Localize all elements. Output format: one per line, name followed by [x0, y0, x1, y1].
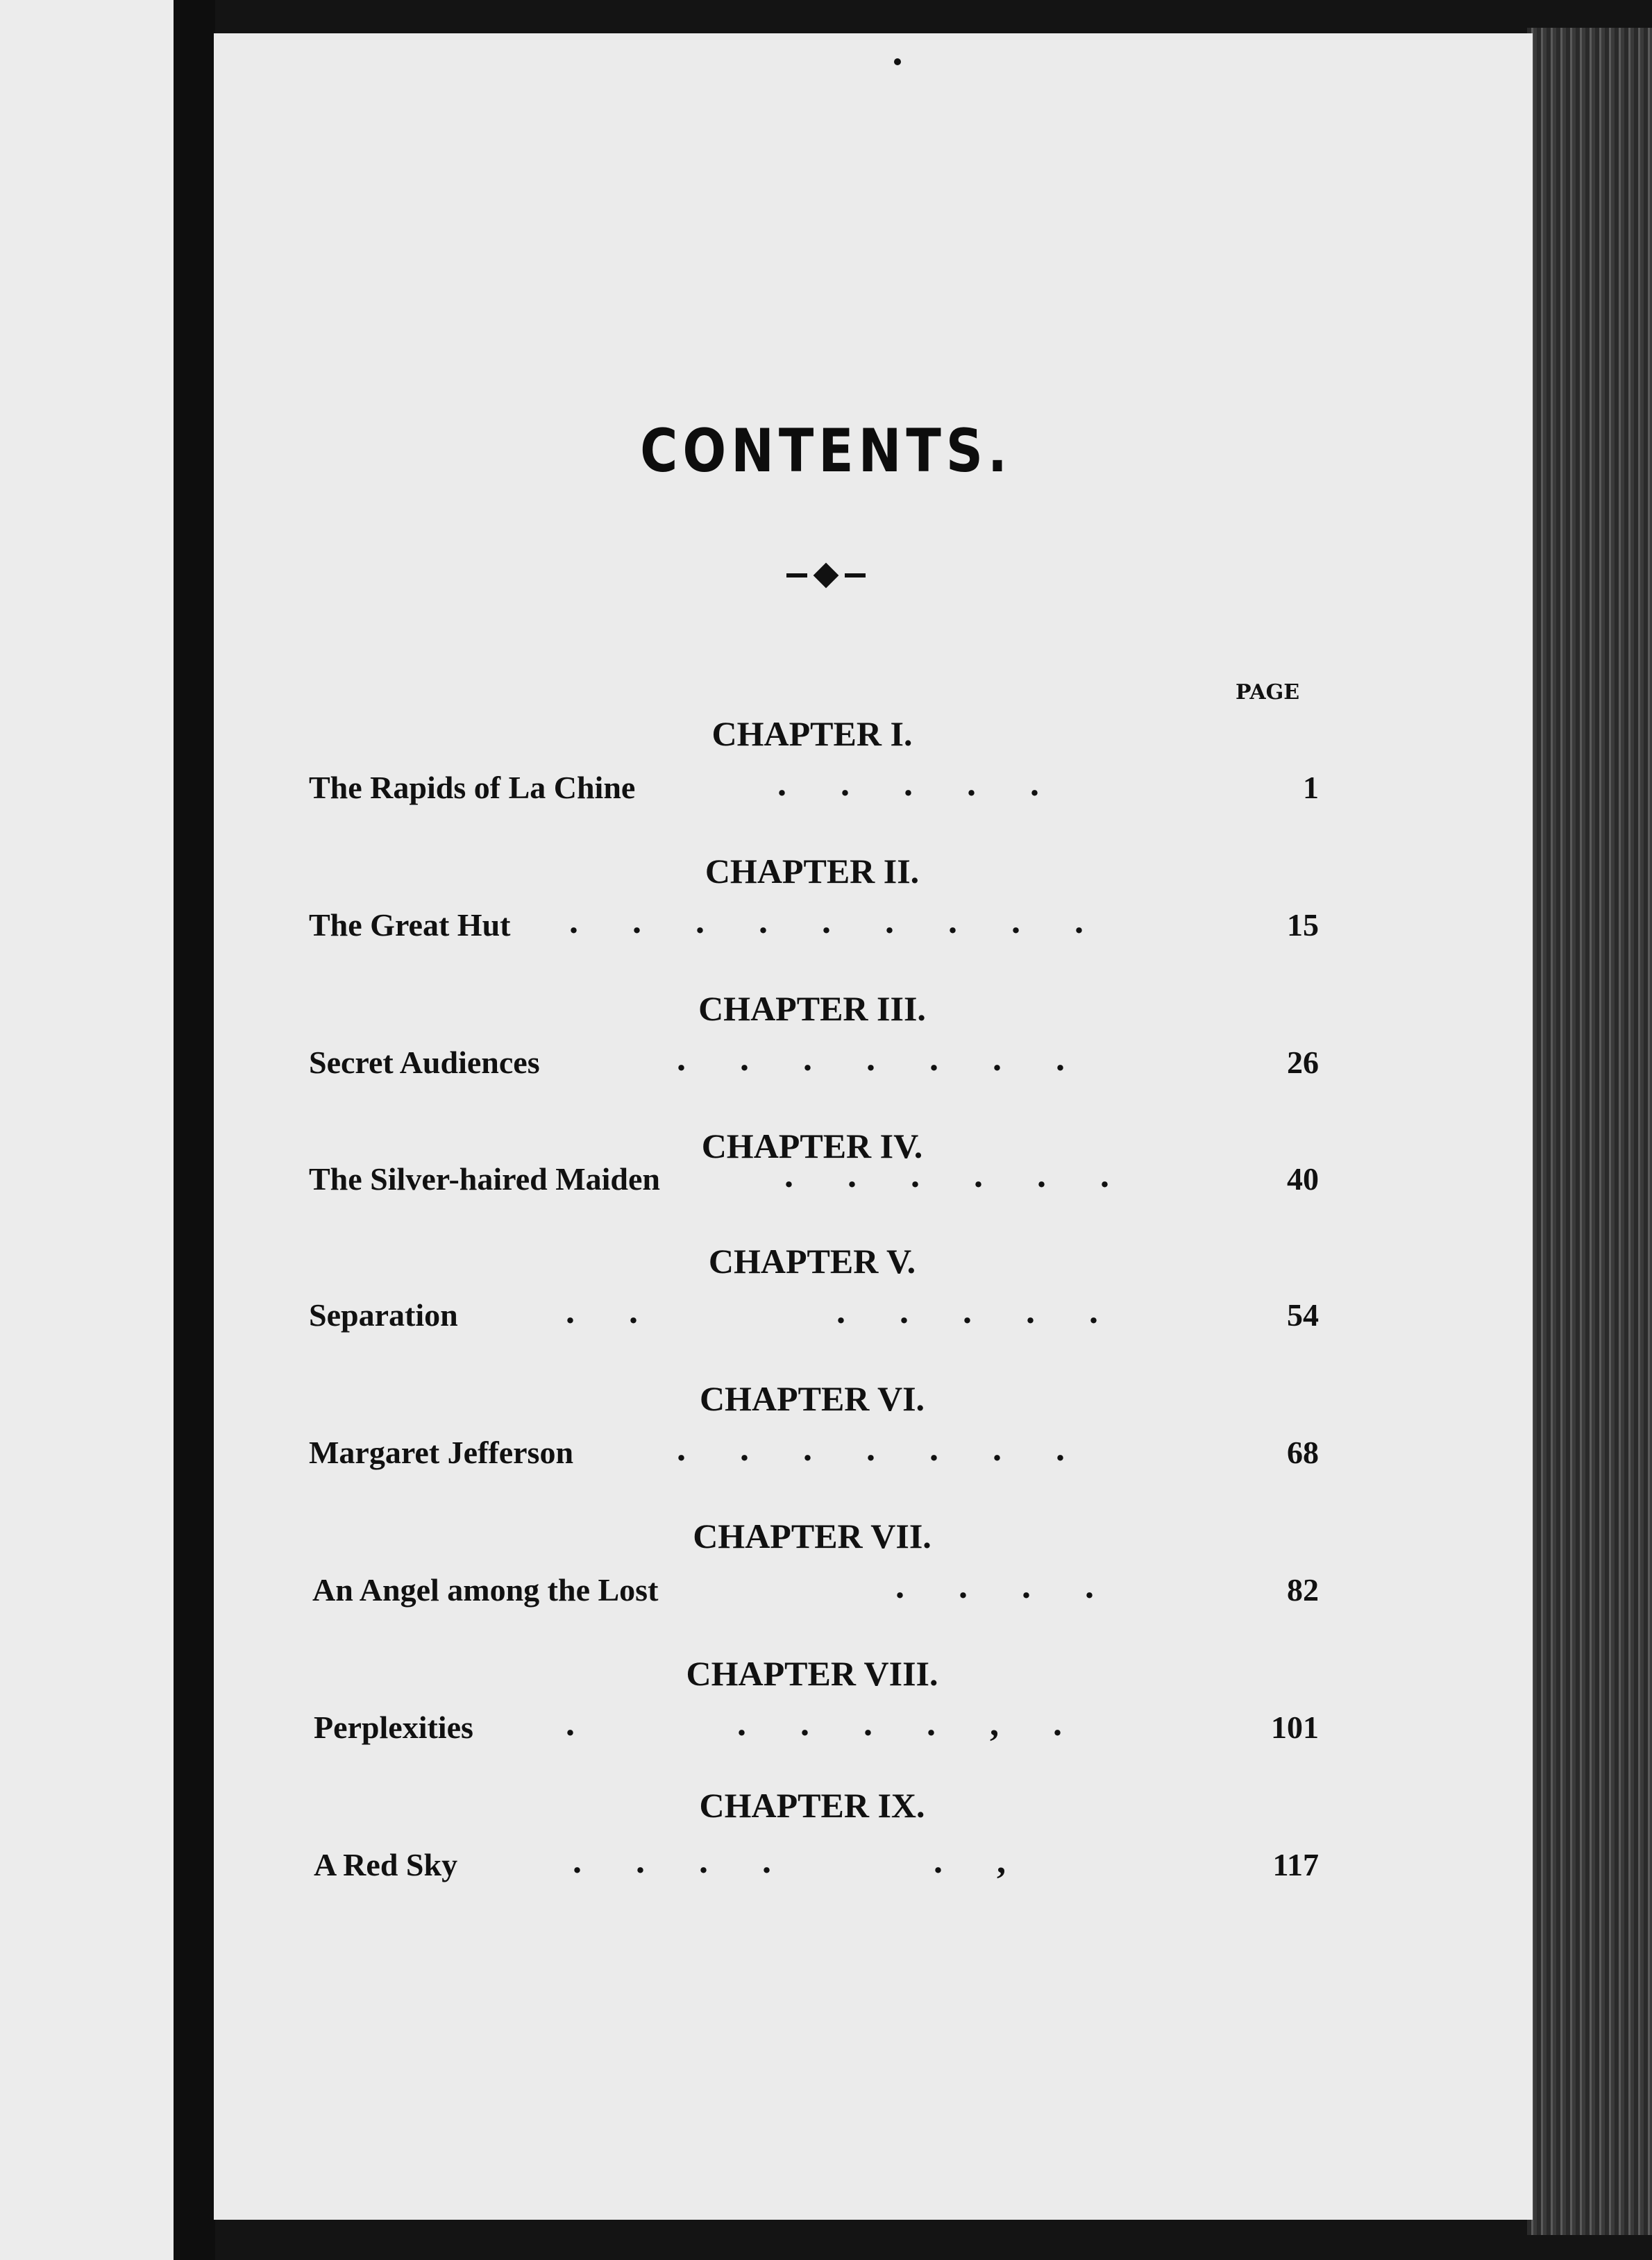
ornament-dash-right: [845, 573, 866, 577]
chapter-heading: CHAPTER IV.: [701, 1127, 923, 1165]
chapter-heading: CHAPTER V.: [708, 1242, 916, 1281]
entry-title: An Angel among the Lost: [312, 1572, 659, 1608]
dot-leader: . . . . . . . . .: [569, 902, 1084, 941]
dot-leader: . . . . . . .: [677, 1039, 1065, 1079]
entry-page-number: 82: [1287, 1572, 1319, 1608]
entry-page-number: 54: [1287, 1297, 1319, 1333]
entry-page-number: 101: [1271, 1710, 1319, 1745]
entry-title: The Great Hut: [309, 907, 511, 943]
entry-title: A Red Sky: [314, 1847, 458, 1882]
chapter-heading: CHAPTER VIII.: [686, 1654, 938, 1693]
chapter-heading: CHAPTER VII.: [693, 1517, 932, 1555]
dot-leader: . . . . . . .: [566, 1292, 1098, 1331]
dot-leader: . . . . . , .: [566, 1704, 1062, 1744]
ornament-dash-left: [786, 573, 807, 577]
chapter-heading: CHAPTER III.: [698, 989, 926, 1028]
printer-mark: [894, 58, 901, 65]
ornament-diamond: [814, 563, 839, 589]
entry-title: The Silver-haired Maiden: [309, 1161, 660, 1197]
entry-title: Secret Audiences: [309, 1045, 540, 1080]
entry-page-number: 117: [1272, 1847, 1319, 1882]
chapter-heading: CHAPTER II.: [705, 852, 920, 891]
page-column-label: PAGE: [1236, 680, 1300, 705]
entry-page-number: 1: [1303, 770, 1319, 805]
dot-leader: . . . . . . .: [677, 1429, 1065, 1469]
chapter-heading: CHAPTER VI.: [699, 1379, 925, 1418]
entry-title: Perplexities: [314, 1710, 473, 1745]
page-edges: [1527, 28, 1652, 2235]
dot-leader: . . . .: [895, 1567, 1094, 1606]
entry-title: The Rapids of La Chine: [309, 770, 636, 805]
chapter-heading: CHAPTER IX.: [699, 1786, 925, 1825]
entry-page-number: 68: [1287, 1435, 1319, 1470]
book-gutter: [174, 0, 215, 2260]
facing-page: [0, 0, 174, 2260]
entry-page-number: 40: [1287, 1161, 1319, 1197]
dot-leader: . . . . . .: [784, 1156, 1109, 1195]
dot-leader: . . . . .: [777, 764, 1039, 804]
entry-title: Margaret Jefferson: [309, 1435, 574, 1470]
entry-page-number: 26: [1287, 1045, 1319, 1080]
page-title: CONTENTS.: [640, 416, 1012, 486]
chapter-heading: CHAPTER I.: [711, 714, 913, 753]
title-ornament: [0, 559, 1652, 587]
entry-page-number: 15: [1287, 907, 1319, 943]
dot-leader: . . . . . ,: [573, 1841, 1006, 1881]
entry-title: Separation: [309, 1297, 458, 1333]
